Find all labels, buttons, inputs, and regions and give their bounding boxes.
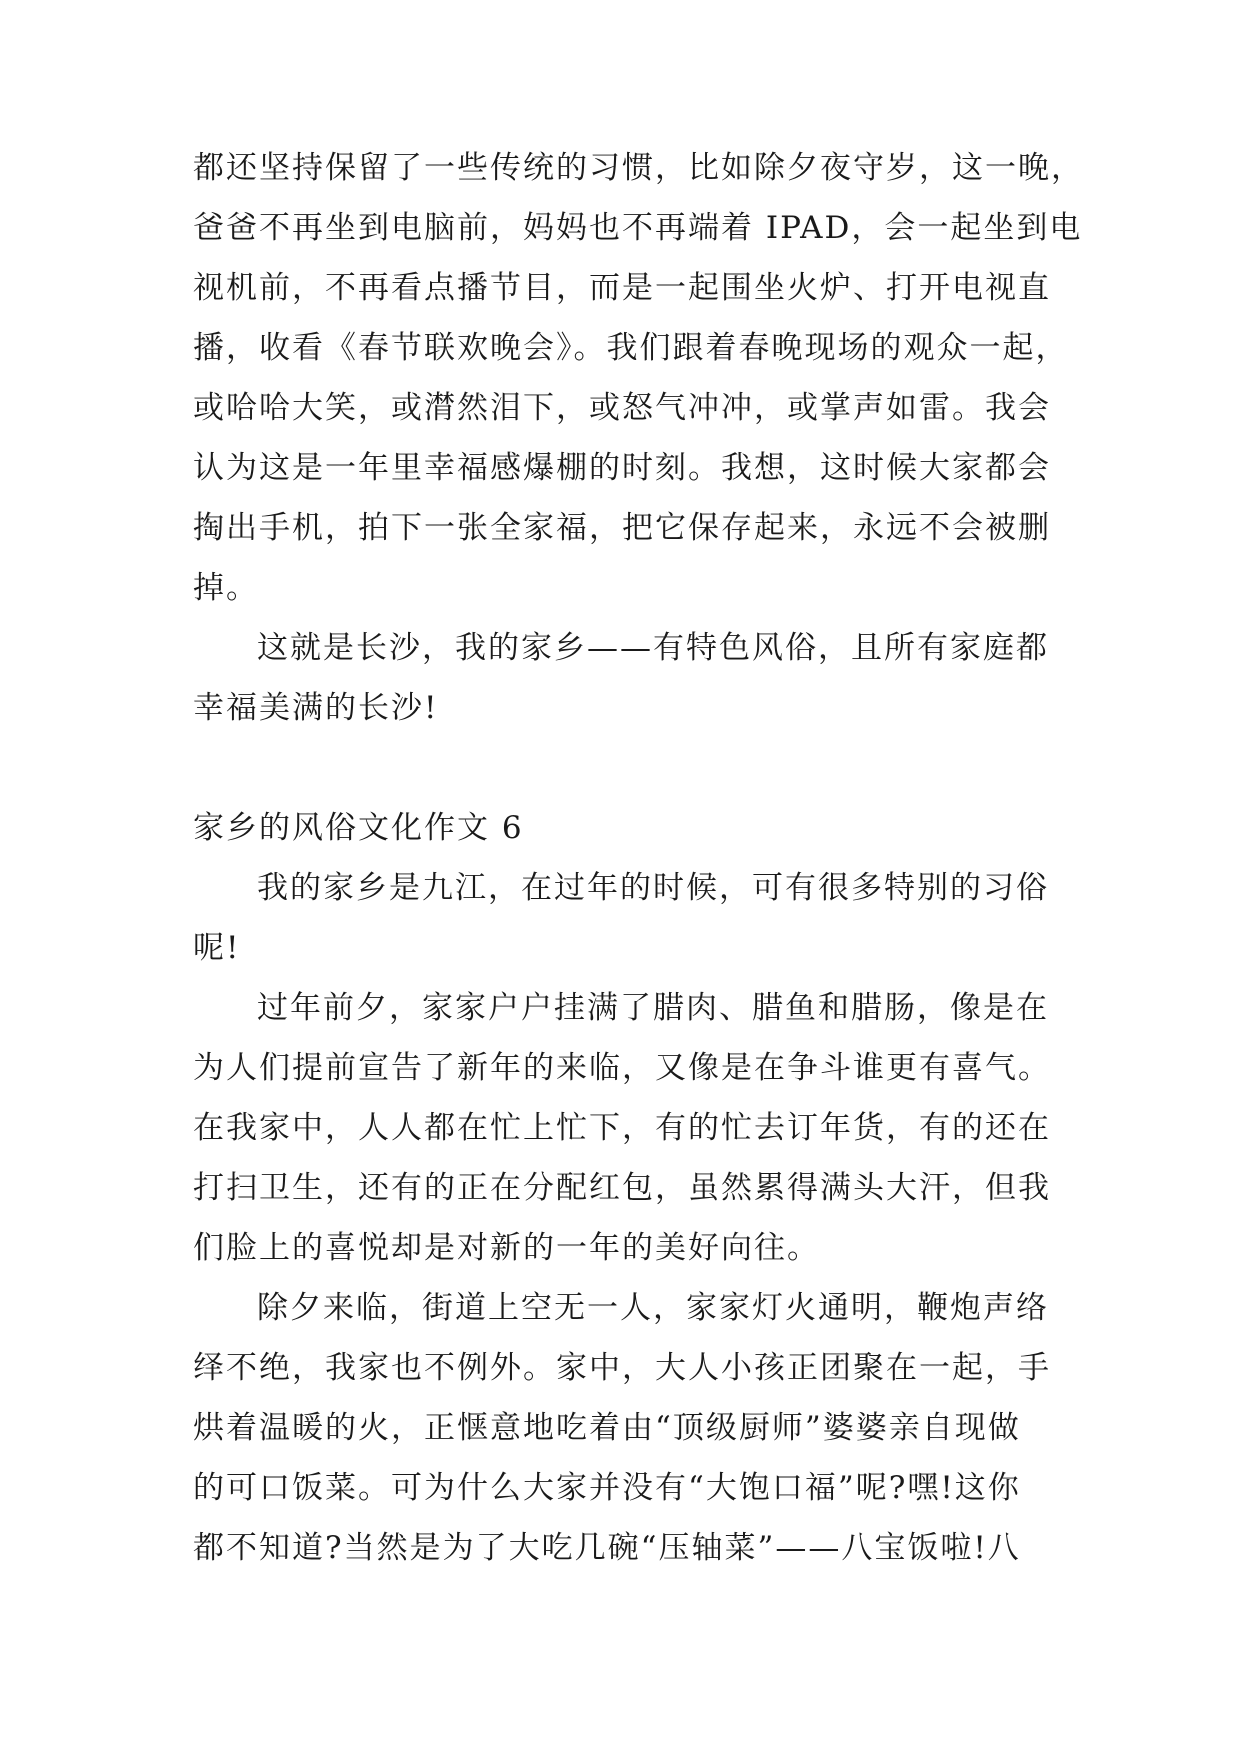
paragraph-line: 的可口饭菜。可为什么大家并没有“大饱口福”呢?嘿!这你 <box>193 1470 1021 1506</box>
paragraph-line: 都不知道?当然是为了大吃几碗“压轴菜”——八宝饭啦!八 <box>193 1530 1021 1566</box>
paragraph-line: 为人们提前宣告了新年的来临，又像是在争斗谁更有喜气。 <box>193 1050 1051 1086</box>
paragraph-line: 我的家乡是九江，在过年的时候，可有很多特别的习俗 <box>257 870 1049 906</box>
paragraph-line: 都还坚持保留了一些传统的习惯，比如除夕夜守岁，这一晚， <box>193 150 1084 186</box>
paragraph-line: 呢! <box>193 930 241 966</box>
paragraph-line: 视机前，不再看点播节目，而是一起围坐火炉、打开电视直 <box>193 270 1051 306</box>
paragraph-line: 除夕来临，街道上空无一人，家家灯火通明，鞭炮声络 <box>257 1290 1049 1326</box>
paragraph-line: 掉。 <box>193 570 259 606</box>
paragraph-line: 幸福美满的长沙! <box>193 690 439 726</box>
paragraph-line: 认为这是一年里幸福感爆棚的时刻。我想，这时候大家都会 <box>193 450 1051 486</box>
paragraph-line: 绎不绝，我家也不例外。家中，大人小孩正团聚在一起，手 <box>193 1350 1051 1386</box>
paragraph-line: 过年前夕，家家户户挂满了腊肉、腊鱼和腊肠，像是在 <box>257 990 1049 1026</box>
section-heading: 家乡的风俗文化作文 6 <box>193 810 524 846</box>
paragraph-line: 爸爸不再坐到电脑前，妈妈也不再端着 IPAD，会一起坐到电 <box>193 210 1083 246</box>
paragraph-line: 或哈哈大笑，或潸然泪下，或怒气冲冲，或掌声如雷。我会 <box>193 390 1051 426</box>
paragraph-line: 播，收看《春节联欢晚会》。我们跟着春晚现场的观众一起， <box>193 330 1069 366</box>
paragraph-line: 打扫卫生，还有的正在分配红包，虽然累得满头大汗，但我 <box>193 1170 1051 1206</box>
paragraph-line: 烘着温暖的火，正惬意地吃着由“顶级厨师”婆婆亲自现做 <box>193 1410 1021 1446</box>
paragraph-line: 在我家中，人人都在忙上忙下，有的忙去订年货，有的还在 <box>193 1110 1051 1146</box>
paragraph-line: 们脸上的喜悦却是对新的一年的美好向往。 <box>193 1230 820 1266</box>
paragraph-line: 掏出手机，拍下一张全家福，把它保存起来，永远不会被删 <box>193 510 1051 546</box>
paragraph-line: 这就是长沙，我的家乡——有特色风俗，且所有家庭都 <box>257 630 1049 666</box>
